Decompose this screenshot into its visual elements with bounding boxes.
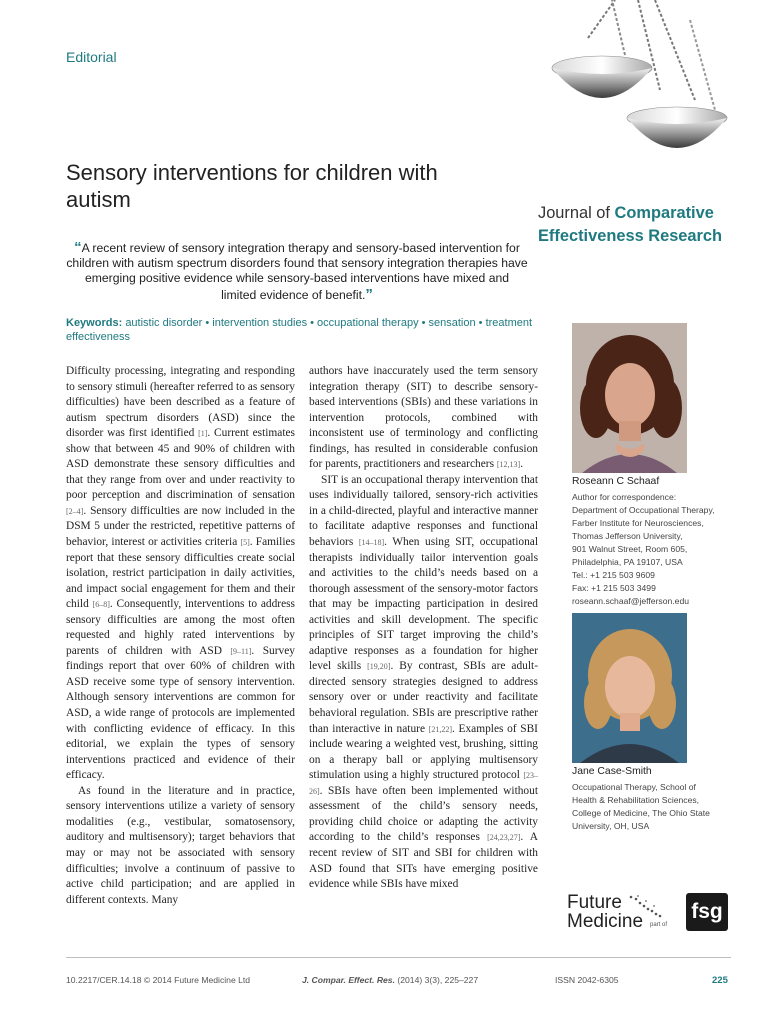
citation: [2–4]	[66, 506, 84, 516]
text-run: . By contrast, SBIs are adult-directed sensory strategies designed to address sensory over or under reactivity and facilitate behavioral regulation. SBIs are prescriptive rather than interactive in nature	[309, 660, 538, 735]
author-detail-line: College of Medicine, The Ohio State	[572, 808, 710, 818]
author-photo-case-smith	[572, 613, 687, 763]
balance-scale-illustration	[530, 0, 730, 175]
author-name: Roseann C Schaaf	[572, 476, 660, 487]
paragraph	[309, 364, 538, 473]
citation: [12,13]	[496, 460, 521, 470]
author-detail-line: 901 Walnut Street, Room 605,	[572, 544, 688, 554]
journal-name	[538, 202, 748, 247]
author-details	[572, 781, 757, 833]
citation: [24,23,27]	[487, 833, 521, 843]
citation: [23–26]	[309, 771, 538, 796]
text-run: . Current estimates show that between 45 and 90% of children with ASD demonstrate these sensory difficulties and that they range from over and under reactivity to poor perception and discrimination of sensation	[66, 427, 295, 502]
text-run: SIT is an occupational therapy intervention that uses individually tailored, sensory-rich activities in a child-directed, playful and interactive manner to facilitate adaptive responses and functional behaviors	[309, 473, 538, 549]
citation: [14–18]	[358, 538, 385, 548]
text-run: . Consequently, interventions to address sensory difficulties are among the most often requested and highly rated interventions by parents of children with ASD	[66, 598, 295, 657]
text-run: Difficulty processing, integrating and responding to sensory stimuli (hereafter referred to as sensory difficulties) have been described as a feature of autism spectrum disorders (ASD) since the disorder was first identified	[66, 365, 295, 440]
text-run: . Families report that these sensory difficulties create social isolation, restrict participation in daily activities, and impact social engagement for them and their child	[66, 536, 296, 611]
citation: [6–8]	[92, 600, 110, 610]
citation-journal: J. Compar. Effect. Res.	[302, 975, 395, 985]
journal-title: Comparative Effectiveness Research	[538, 204, 723, 245]
journal-prefix: Journal of	[538, 204, 610, 222]
text-run: . Sensory difficulties are now included in the DSM 5 under the restricted, repetitive patterns of behavior, interest or activities criteria	[66, 504, 295, 549]
text-run: . Examples of SBI include wearing a weighted vest, brushing, sitting on a therapy ball or applying multisensory stimulation using a highly structured protocol	[309, 722, 538, 782]
part-of-label: part of	[650, 922, 668, 928]
text-run: As found in the literature and in practice, sensory interventions utilize a variety of sensory modalities (e.g., vestibular, somatosensory, auditory and multisensory); target behaviors that may or may not be associated with sensory difficulties; involve a continuum of passive to active child participation; and are applied in different contexts. Many	[66, 784, 295, 906]
paragraph	[309, 473, 538, 893]
pull-quote	[66, 240, 528, 303]
citation: [19,20]	[367, 662, 391, 672]
keywords	[66, 316, 536, 344]
text-run: . A recent review of SIT and SBI for children with ASD found that SITs have emerging positive evidence while SBIs have mixed	[309, 831, 538, 891]
author-photo-schaaf	[572, 323, 687, 473]
paragraph	[66, 364, 295, 784]
author-detail-line: Author for correspondence:	[572, 492, 677, 502]
author-detail-line: Health & Rehabilitation Sciences,	[572, 795, 700, 805]
body-column-2	[309, 364, 538, 893]
keywords-label: Keywords:	[66, 317, 123, 329]
citation: [1]	[198, 429, 208, 439]
article-title: Sensory interventions for children with autism	[66, 160, 438, 212]
quote-close-mark: ”	[365, 285, 373, 303]
citation: [5]	[240, 538, 250, 548]
author-email[interactable]: roseann.schaaf@jefferson.edu	[572, 596, 690, 606]
paragraph	[66, 784, 295, 908]
text-run: authors have inaccurately used the term sensory integration therapy (SIT) to describe sensory-based interventions (SBIs) and these variations in intervention protocols, combined with inconsistent use of terminology and conflicting findings, has resulted in considerable confusion for parents, practitioners and researchers	[309, 365, 538, 471]
body-column-1	[66, 364, 295, 908]
citation: [9–11]	[230, 646, 252, 656]
dots-icon	[628, 893, 664, 921]
footer-issn: ISSN 2042-6305	[555, 975, 619, 985]
author-detail-line: Occupational Therapy, School of	[572, 782, 696, 792]
author-detail-line: Fax: +1 215 503 3499	[572, 583, 656, 593]
footer-doi: 10.2217/CER.14.18 © 2014 Future Medicine Ltd	[66, 975, 251, 985]
section-label: Editorial	[66, 49, 117, 65]
author-details	[572, 491, 757, 608]
author-detail-line: Thomas Jefferson University,	[572, 531, 683, 541]
keywords-text: autistic disorder • intervention studies • occupational therapy • sensation • treatment effectiveness	[66, 317, 533, 344]
pull-quote-text: A recent review of sensory integration therapy and sensory-based intervention for children with autism spectrum disorders found that sensory integration therapies have emerging positive evidence while sensory-based interventions have mixed and limited evidence of benefit.	[66, 241, 528, 302]
citation-volume: (2014) 3(3), 225–227	[397, 975, 479, 985]
fsg-logo: fsg	[686, 893, 728, 931]
author-detail-line: Farber Institute for Neurosciences,	[572, 518, 704, 528]
text-run: . Survey findings report that over 60% of children with ASD receive some type of sensory intervention. Although sensory interventions are common for ASD, a wide range of protocols are implemented with conflicting evidence of efficacy. In this editorial, we explain the types of sensory interventions practiced and evidence of their efficacy.	[66, 644, 295, 782]
author-detail-line: Department of Occupational Therapy,	[572, 505, 715, 515]
logo-line: Medicine	[567, 911, 644, 932]
citation: [21,22]	[428, 724, 452, 734]
quote-open-mark: “	[74, 239, 82, 256]
footer-divider	[66, 957, 731, 958]
text-run: .	[520, 458, 524, 471]
text-run: . SBIs have often been implemented without assessment of the child’s sensory needs, providing child choice or adapting the activity according to the child’s responses	[309, 784, 538, 844]
page-number: 225	[712, 975, 728, 986]
author-detail-line: University, OH, USA	[572, 821, 650, 831]
logo-line: Future	[567, 892, 622, 913]
author-detail-line: Tel.: +1 215 503 9609	[572, 570, 655, 580]
footer-citation	[302, 975, 478, 985]
text-run: . When using SIT, occupational therapists individually tailor intervention goals and activities to the child’s needs based on a thorough assessment of the sensory-motor factors that may be impacting participation in desired activities and skill development. The specific principles of SIT target improving the child’s adaptive responses as a foundation for higher level skills	[309, 536, 538, 673]
author-name: Jane Case-Smith	[572, 766, 652, 777]
author-detail-line: Philadelphia, PA 19107, USA	[572, 557, 683, 567]
